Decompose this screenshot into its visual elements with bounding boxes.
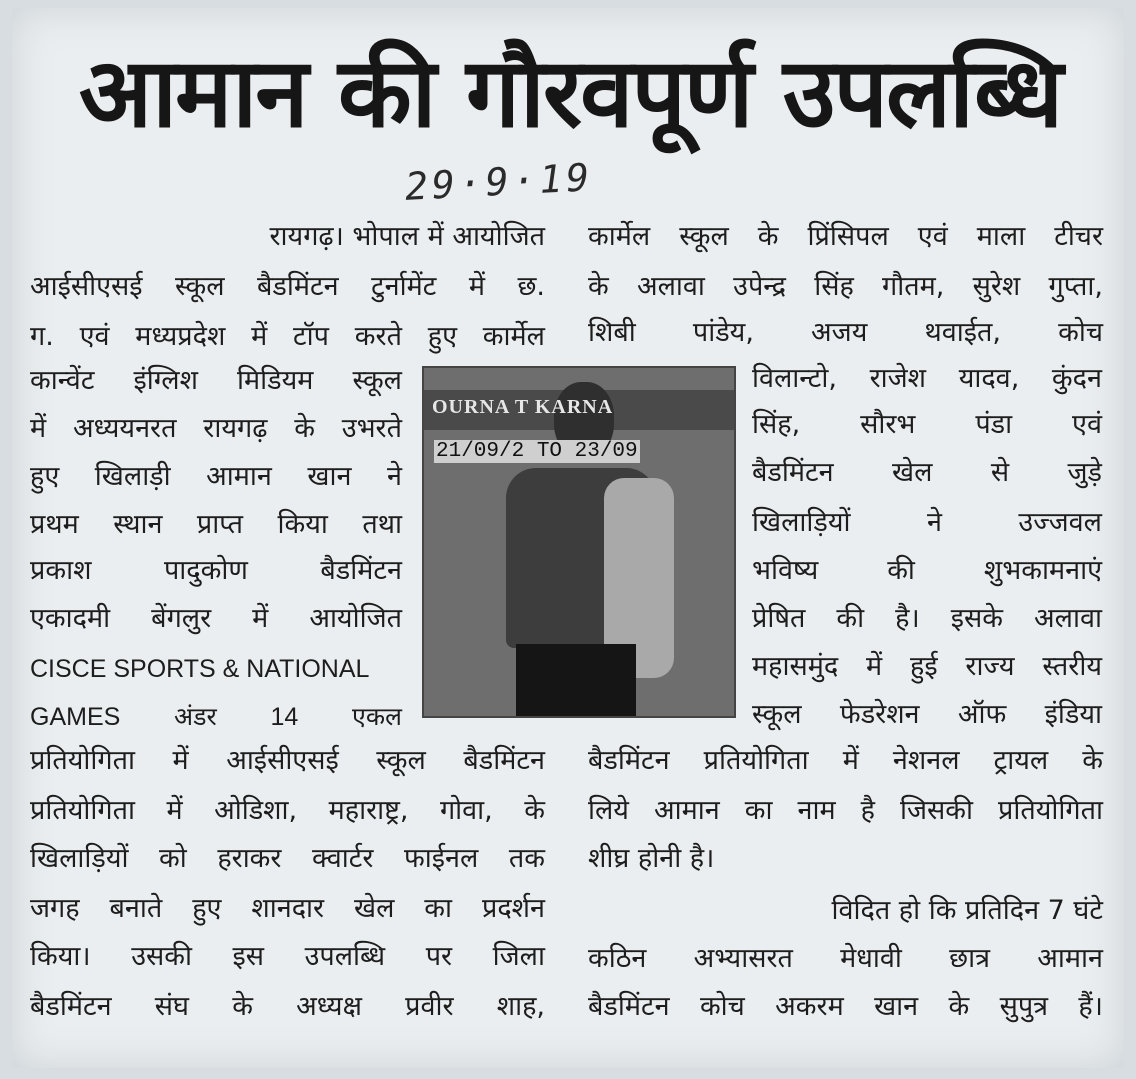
left-line: जगह बनाते हुए शानदार खेल का प्रदर्शन — [30, 893, 545, 924]
headline: आमान की गौरवपूर्ण उपलब्धि — [78, 37, 1062, 149]
left-line: रायगढ़। भोपाल में आयोजित — [269, 221, 545, 252]
left-line: प्रतियोगिता में आईसीएसई स्कूल बैडमिंटन — [30, 745, 545, 776]
right-line: भविष्य की शुभकामनाएं — [752, 555, 1102, 586]
left-line: CISCE SPORTS & NATIONAL — [30, 655, 370, 683]
left-line: में अध्ययनरत रायगढ़ के उभरते — [30, 413, 402, 444]
right-line: शिबी पांडेय, अजय थवाईत, कोच — [588, 317, 1103, 348]
right-line: प्रेषित की है। इसके अलावा — [752, 603, 1102, 634]
right-line: के अलावा उपेन्द्र सिंह गौतम, सुरेश गुप्ता, — [588, 271, 1103, 302]
left-line: एकादमी बेंगलुर में आयोजित — [30, 603, 402, 634]
left-line: खिलाड़ियों को हराकर क्वार्टर फाईनल तक — [30, 843, 545, 874]
photo-shorts — [516, 644, 636, 716]
left-line: ग. एवं मध्यप्रदेश में टॉप करते हुए कार्मेल — [30, 321, 545, 352]
left-line: किया। उसकी इस उपलब्धि पर जिला — [30, 941, 545, 972]
left-line: प्रथम स्थान प्राप्त किया तथा — [30, 509, 402, 540]
left-line: कान्वेंट इंग्लिश मिडियम स्कूल — [30, 365, 402, 396]
left-line: हुए खिलाड़ी आमान खान ने — [30, 461, 402, 492]
right-line: स्कूल फेडरेशन ऑफ इंडिया — [752, 699, 1102, 730]
left-line: GAMES अंडर 14 एकल — [30, 703, 402, 731]
right-line: महासमुंद में हुई राज्य स्तरीय — [752, 651, 1102, 682]
left-line: प्रतियोगिता में ओडिशा, महाराष्ट्र, गोवा, के — [30, 795, 545, 826]
right-line: विलान्टो, राजेश यादव, कुंदन — [752, 363, 1102, 394]
right-line: खिलाड़ियों ने उज्जवल — [752, 507, 1102, 538]
right-line: कार्मेल स्कूल के प्रिंसिपल एवं माला टीचर — [588, 221, 1103, 252]
right-line: विदित हो कि प्रतिदिन 7 घंटे — [831, 895, 1103, 926]
right-line: बैडमिंटन प्रतियोगिता में नेशनल ट्रायल के — [588, 745, 1103, 776]
left-line: बैडमिंटन संघ के अध्यक्ष प्रवीर शाह, — [30, 991, 545, 1022]
right-line: बैडमिंटन कोच अकरम खान के सुपुत्र हैं। — [588, 991, 1103, 1022]
photo-dates-text: 21/09/2 TO 23/09 — [436, 440, 638, 463]
right-line: लिये आमान का नाम है जिसकी प्रतियोगिता — [588, 795, 1103, 826]
handwritten-date: 29·9·19 — [403, 155, 595, 209]
athlete-photo — [422, 366, 736, 718]
right-line: शीघ्र होनी है। — [588, 843, 715, 874]
left-line: प्रकाश पादुकोण बैडमिंटन — [30, 555, 402, 586]
right-line: सिंह, सौरभ पंडा एवं — [752, 409, 1102, 440]
photo-banner-text: OURNA T KARNA — [432, 396, 614, 418]
left-line: आईसीएसई स्कूल बैडमिंटन टुर्नामेंट में छ. — [30, 271, 545, 302]
right-line: कठिन अभ्यासरत मेधावी छात्र आमान — [588, 943, 1103, 974]
right-line: बैडमिंटन खेल से जुड़े — [752, 457, 1102, 488]
